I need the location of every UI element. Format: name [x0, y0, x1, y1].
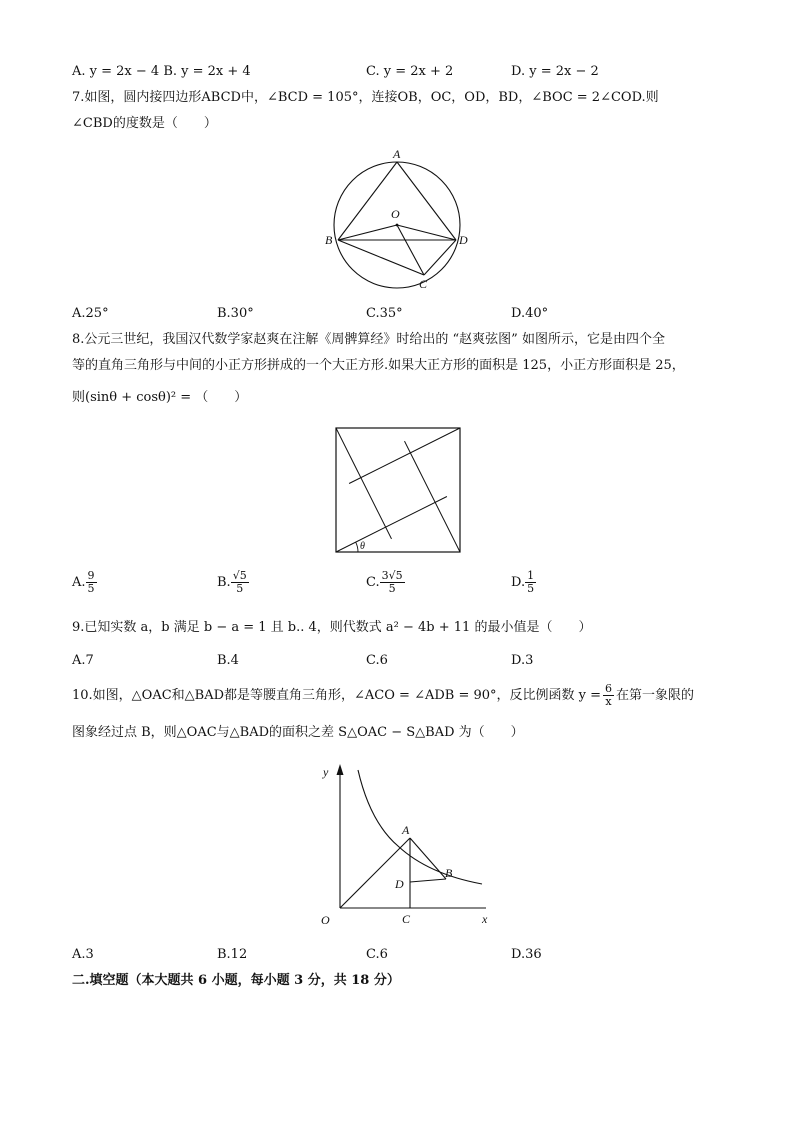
q10-coordinate-figure — [318, 762, 490, 932]
q8-stem-line1: 8.公元三世纪，我国汉代数学家赵爽在注解《周髀算经》时给出的 “赵爽弦图” 如图所示，它是由四个全 — [72, 332, 665, 347]
axis-x-label: x — [482, 912, 488, 926]
q10-option-d: D.36 — [511, 947, 542, 962]
q10-option-a: A.3 — [72, 947, 94, 962]
q6-option-d: D. y = 2x − 2 — [511, 64, 599, 79]
label-C: C — [419, 277, 428, 291]
q8-option-b: B. $\frac{√5}{5}$ — [217, 569, 247, 595]
q8-option-d: D. $\frac{1}{5}$ — [511, 569, 535, 595]
q6-option-c: C. y = 2x + 2 — [366, 64, 454, 79]
q8-stem-line3: 则(sinθ + cosθ)² = （ ） — [72, 390, 248, 405]
section-2-heading: 二.填空题（本大题共 6 小题，每小题 3 分，共 18 分） — [72, 973, 400, 988]
q7-option-b: B.30° — [217, 306, 254, 321]
q7-option-c: C.35° — [366, 306, 403, 321]
q10-option-c: C.6 — [366, 947, 388, 962]
label-A: A — [402, 823, 410, 837]
q9-option-b: B.4 — [217, 653, 239, 668]
q6-option-ab: A. y = 2x − 4 B. y = 2x + 4 — [72, 64, 251, 79]
axis-y-label: y — [323, 765, 329, 779]
q8-option-c: C. $\frac{3√5}{5}$ — [366, 569, 403, 595]
label-D: D — [459, 233, 468, 247]
zhao-shuang-diagram — [336, 428, 460, 554]
q7-stem-line1: 7.如图，圆内接四边形ABCD中，∠BCD = 105°，连接OB，OC，OD，BD，∠BOC = 2∠COD.则 — [72, 90, 659, 105]
label-A: A — [393, 147, 401, 161]
label-O: O — [321, 913, 330, 927]
label-B: B — [325, 233, 333, 247]
q9-option-d: D.3 — [511, 653, 534, 668]
q9-stem: 9.已知实数 a，b 满足 b − a = 1 且 b.. 4，则代数式 a² − 4b + 11 的最小值是（ ） — [72, 620, 592, 635]
q8-stem-line2: 等的直角三角形与中间的小正方形拼成的一个大正方形.如果大正方形的面积是 125，小正方形面积是 25， — [72, 358, 685, 373]
label-C: C — [402, 912, 411, 926]
q10-stem-line1: 10.如图，△OAC和△BAD都是等腰直角三角形，∠ACO = ∠ADB = 90°，反比例函数 y = $\frac{6}{x}$ 在第一象限的 — [72, 682, 695, 708]
q9-option-c: C.6 — [366, 653, 388, 668]
label-B: B — [445, 866, 453, 880]
label-D: D — [395, 877, 404, 891]
q10-stem-line2: 图象经过点 B，则△OAC与△BAD的面积之差 S△OAC − S△BAD 为（ ） — [72, 725, 524, 740]
q7-circle-figure — [320, 145, 480, 295]
q8-option-a: A. $\frac{9}{5}$ — [72, 569, 95, 595]
q10-option-b: B.12 — [217, 947, 248, 962]
q9-option-a: A.7 — [72, 653, 94, 668]
label-O: O — [391, 207, 400, 221]
theta-label: θ — [360, 541, 365, 552]
q7-option-d: D.40° — [511, 306, 549, 321]
hyperbola — [358, 770, 482, 884]
q7-option-a: A.25° — [72, 306, 109, 321]
q7-stem-line2: ∠CBD的度数是（ ） — [72, 116, 217, 131]
